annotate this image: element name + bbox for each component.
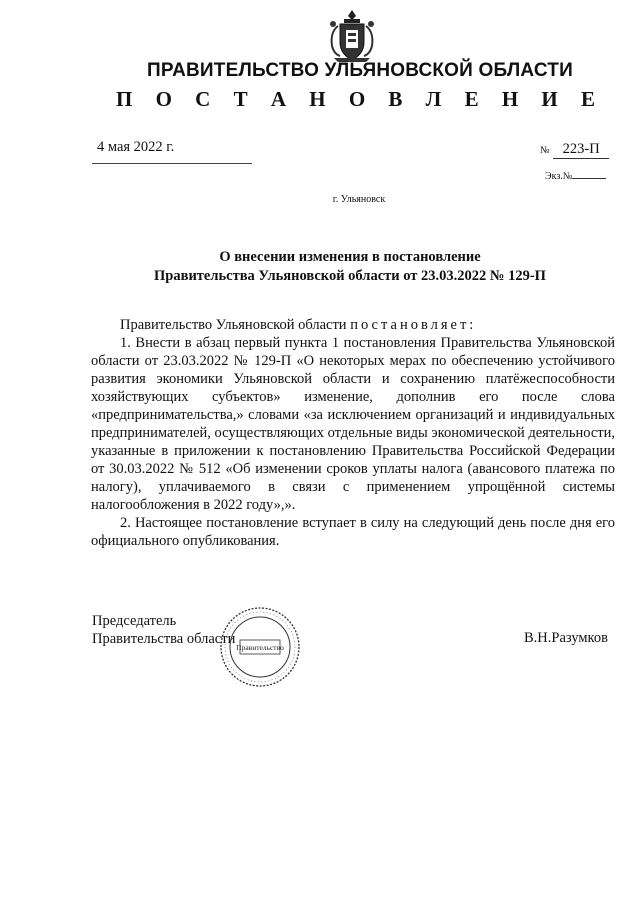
government-title: ПРАВИТЕЛЬСТВО УЛЬЯНОВСКОЙ ОБЛАСТИ	[147, 60, 573, 81]
preamble	[91, 316, 615, 334]
signatory-title	[92, 612, 235, 648]
paragraph-1: 1. Внести в абзац первый пункта 1 постановления Правительства Ульяновской области от 23.03.2022 № 129-П «О некоторых мерах по обеспечению устойчивого развития экономики Ульяновской области и сохранению платёжеспособности хозяйствующих субъектов» изменение, дополнив его после слова «предпринимательства,» словами «за исключением организаций и индивидуальных предпринимателей, осуществляющих отдельные виды экономической деятельности, указанные в приложении к постановлению Правительства Российской Федерации от 30.03.2022 № 512 «Об изменении сроков уплаты налога (авансового платежа по налогу), уплачиваемого в связи с применением упрощённой системы налогообложения в 2022 году»,».	[91, 335, 615, 513]
document-type: П О С Т А Н О В Л Е Н И Е	[115, 87, 604, 111]
copy-number	[545, 171, 606, 182]
copy-blank-line	[572, 178, 606, 179]
city: г. Ульяновск	[332, 194, 386, 205]
signatory-name: В.Н.Разумков	[524, 630, 608, 646]
document-date: 4 мая 2022 г.	[97, 139, 175, 155]
coat-of-arms-icon	[326, 6, 378, 64]
round-seal-icon	[218, 605, 302, 689]
paragraph-2: 2. Настоящее постановление вступает в силу на следующий день после дня его официального опубликования.	[91, 515, 615, 549]
number-value: 223-П	[553, 141, 609, 159]
copy-label: Экз.№	[545, 171, 573, 182]
preamble-verb: постановляет:	[350, 317, 477, 333]
date-underline	[92, 163, 252, 164]
subject-line-1: О внесении изменения в постановление	[219, 249, 481, 265]
seal-text: Правительство	[236, 643, 284, 652]
number-sign: №	[540, 145, 550, 156]
signatory-title-line-2: Правительства области	[92, 631, 236, 647]
preamble-text: Правительство Ульяновской области	[120, 317, 351, 333]
document-number	[540, 141, 609, 159]
document-body	[91, 316, 615, 550]
subject-line-2: Правительства Ульяновской области от 23.03.2022 № 129-П	[154, 268, 546, 284]
signatory-title-line-1: Председатель	[92, 613, 177, 629]
document-subject	[60, 248, 640, 286]
